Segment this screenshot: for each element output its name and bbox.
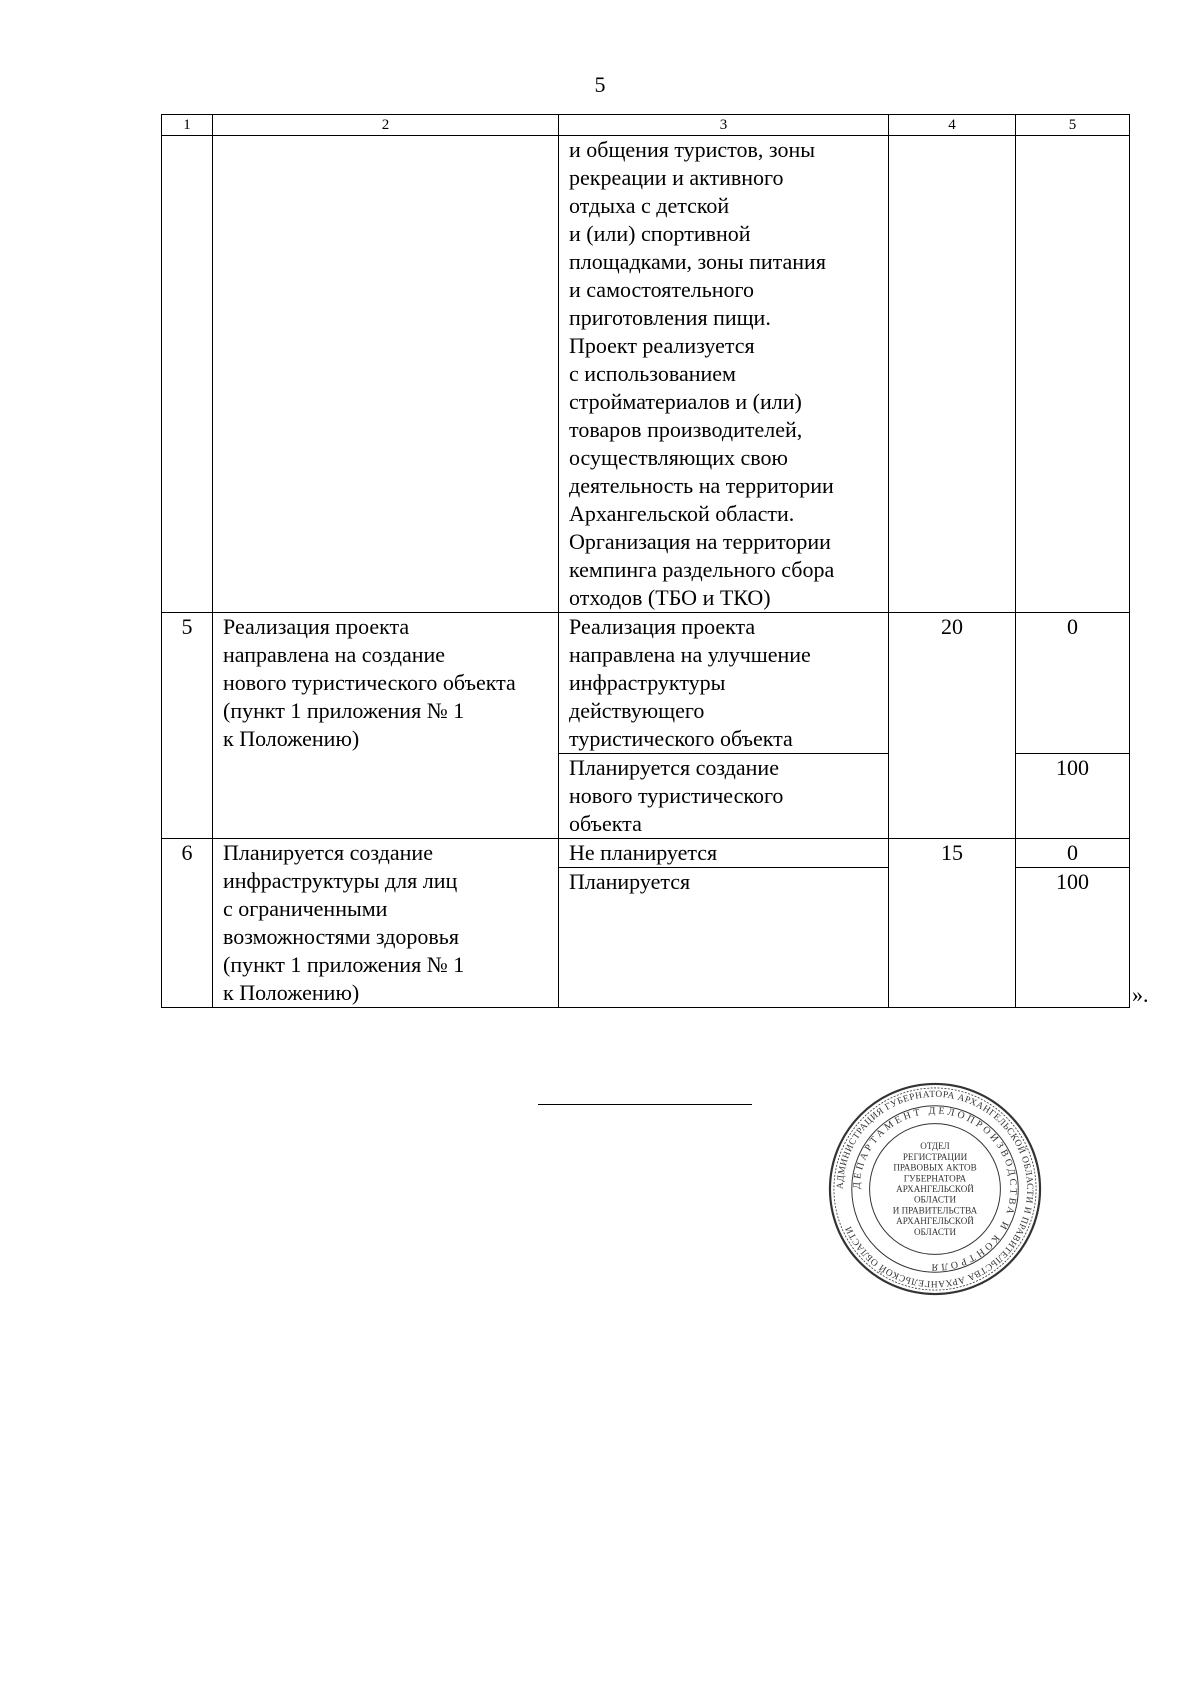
row6-option-2: Планируется [559,868,889,1008]
row6-score-2: 100 [1016,868,1130,1008]
svg-text:ДЕПАРТАМЕНТ ДЕЛОПРОИЗВОДСТВА И: ДЕПАРТАМЕНТ ДЕЛОПРОИЗВОДСТВА И КОНТРОЛЯ [851,1105,1019,1273]
row5-score-2: 100 [1016,754,1130,839]
svg-text:ПРАВОВЫХ АКТОВ: ПРАВОВЫХ АКТОВ [893,1162,977,1173]
row6-score-1: 0 [1016,839,1130,868]
row6-criterion: Планируется создание инфраструктуры для лиц с ограниченными возможностями здоровья (пункт 1 приложения № 1 к Положению) [213,839,559,1008]
svg-text:АРХАНГЕЛЬСКОЙ: АРХАНГЕЛЬСКОЙ [896,1183,974,1194]
cont-score-cell [1016,136,1130,613]
row5-option-2: Планируется создание нового туристического объекта [559,754,889,839]
svg-text:АДМИНИСТРАЦИЯ ГУБЕРНАТОРА АРХА: АДМИНИСТРАЦИЯ ГУБЕРНАТОРА АРХАНГЕЛЬСКОЙ ОБЛАСТИ И ПРАВИТЕЛЬСТВА АРХАНГЕЛЬСКОЙ ОБЛАСТИ [835,1089,1035,1289]
svg-text:ОТДЕЛ: ОТДЕЛ [920,1141,950,1152]
page-number: 5 [594,72,606,97]
official-seal-stamp [826,1080,1044,1298]
cont-weight-cell [889,136,1016,613]
header-cell-3: 3 [559,115,889,136]
svg-text:АРХАНГЕЛЬСКОЙ: АРХАНГЕЛЬСКОЙ [896,1216,974,1227]
closing-quote: ». [1132,982,1149,1007]
row6-option-1: Не планируется [559,839,889,868]
separator-line [538,1104,752,1105]
svg-text:РЕГИСТРАЦИИ: РЕГИСТРАЦИИ [902,1151,968,1162]
table-row-continuation [162,136,1130,613]
svg-text:И ПРАВИТЕЛЬСТВА: И ПРАВИТЕЛЬСТВА [892,1205,978,1216]
header-cell-4: 4 [889,115,1016,136]
row5-criterion: Реализация проекта направлена на создание нового туристического объекта (пункт 1 приложения № 1 к Положению) [213,613,559,839]
svg-text:ГУБЕРНАТОРА: ГУБЕРНАТОРА [903,1173,967,1184]
table-header-row [162,115,1130,136]
criteria-table [161,114,1130,1008]
svg-text:ОБЛАСТИ: ОБЛАСТИ [913,1226,957,1237]
row5-number: 5 [162,613,213,839]
cont-num-cell [162,136,213,613]
row5-option-1: Реализация проекта направлена на улучшение инфраструктуры действующего туристического объекта [559,613,889,754]
table-row-5a [162,613,1130,754]
svg-text:ОБЛАСТИ: ОБЛАСТИ [913,1194,957,1205]
row5-weight: 20 [889,613,1016,839]
header-cell-5: 5 [1016,115,1130,136]
row6-number: 6 [162,839,213,1008]
cont-description-cell: и общения туристов, зоны рекреации и активного отдыха с детской и (или) спортивной площадками, зоны питания и самостоятельного приготовления пищи. Проект реализуется с использованием стройматериалов и (или) товаров производителей, осуществляющих свою деятельность на территории Архангельской области. Организация на территории кемпинга раздельного сбора отходов (ТБО и ТКО) [559,136,889,613]
header-cell-1: 1 [162,115,213,136]
header-cell-2: 2 [213,115,559,136]
cont-criterion-cell [213,136,559,613]
row6-weight: 15 [889,839,1016,1008]
table-row-6a [162,839,1130,868]
row5-score-1: 0 [1016,613,1130,754]
